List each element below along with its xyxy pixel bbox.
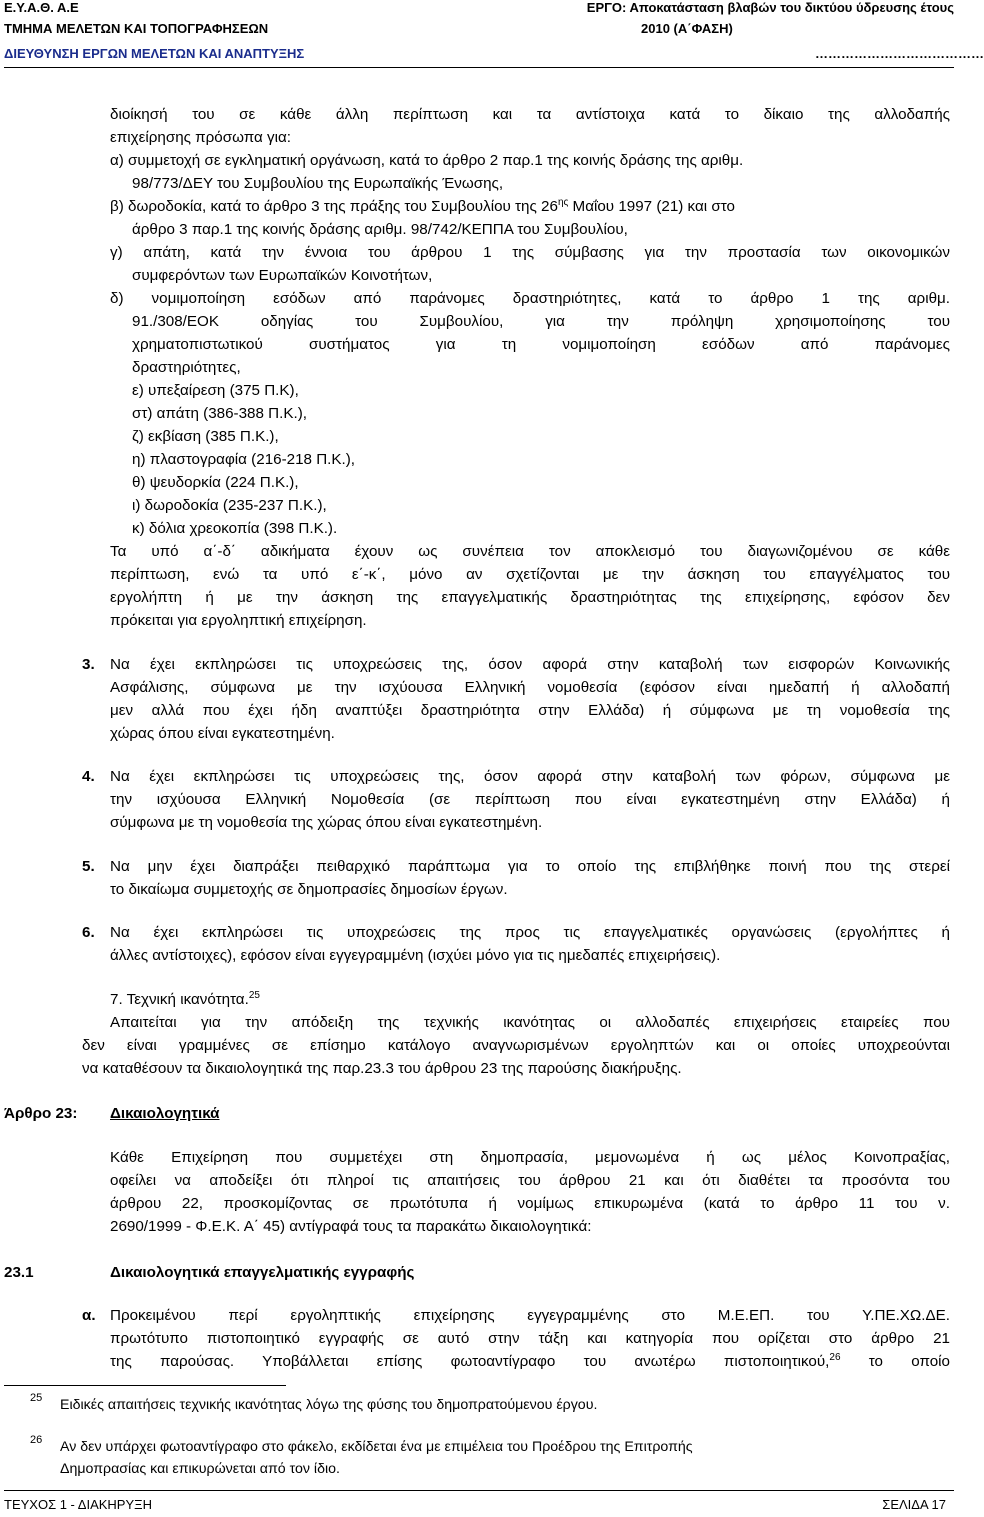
directorate-name: ΔΙΕΥΘΥΝΣΗ ΕΡΓΩΝ ΜΕΛΕΤΩΝ ΚΑΙ ΑΝΑΠΤΥΞΗΣ — [4, 46, 305, 61]
footnote-divider — [4, 1385, 286, 1386]
list-item-st: στ) απάτη (386-388 Π.Κ.), — [132, 405, 307, 422]
list-item-e: ε) υπεξαίρεση (375 Π.Κ), — [132, 382, 299, 399]
project-dots: ………………………………… — [815, 46, 984, 61]
footer-volume: ΤΕΥΧΟΣ 1 - ΔΙΑΚΗΡΥΞΗ — [4, 1497, 152, 1512]
footnote-number: 26 — [30, 1434, 43, 1446]
list-item-i: ι) δωροδοκία (235-237 Π.Κ.), — [132, 497, 327, 514]
list-item-h: η) πλαστογραφία (216-218 Π.Κ.), — [132, 451, 356, 468]
item-line: σύμφωνα με τη νομοθεσία της χώρας όπου είναι εγκατεστημένη. — [110, 814, 543, 831]
item-line: δεν είναι γραμμένες σε επίσημο κατάλογο αναγνωρισμένων εργοληπτών και οι οποίες υποχρεούνται — [82, 1037, 950, 1054]
article-title: Δικαιολογητικά — [110, 1105, 220, 1122]
item-line: να καταθέσουν τα δικαιολογητικά της παρ.23.3 του άρθρου 23 της παρούσης διακήρυξης. — [82, 1060, 682, 1077]
org-name: Ε.Υ.Α.Θ. Α.Ε — [4, 0, 79, 15]
paragraph-line: Τα υπό α΄-δ΄ αδικήματα έχουν ως συνέπεια τον αποκλεισμό του διαγωνιζομένου σε κάθε — [110, 543, 950, 560]
section-line: Προκειμένου περί εργοληπτικής επιχείρησης εγγεγραμμένης στο Μ.Ε.ΕΠ. του Υ.ΠΕ.ΧΩ.ΔΕ. — [110, 1307, 950, 1324]
project-phase: 2010 (Α΄ΦΑΣΗ) — [641, 21, 733, 36]
paragraph-line: πρόκειται για εργοληπτική επιχείρηση. — [110, 612, 367, 629]
header-divider — [4, 67, 954, 68]
list-item-d-cont: δραστηριότητες, — [132, 359, 241, 376]
list-item-k: κ) δόλια χρεοκοπία (398 Π.Κ.). — [132, 520, 338, 537]
list-item-a-cont: 98/773/ΔΕΥ του Συμβουλίου της Ευρωπαϊκής Ένωσης, — [132, 175, 504, 192]
item-line: το δικαίωμα συμμετοχής σε δημοπρασίες δημοσίων έργων. — [110, 881, 508, 898]
item-7-heading: 7. Τεχνική ικανότητα.$^{25}$ — [110, 990, 260, 1008]
project-title: ΕΡΓΟ: Αποκατάσταση βλαβών του δικτύου ύδρευσης έτους — [586, 0, 954, 15]
footnote-text: Αν δεν υπάρχει φωτοαντίγραφο στο φάκελο, εκδίδεται ένα με επιμέλεια του Προέδρου της Επιτροπής — [60, 1439, 693, 1455]
list-item-c: γ) απάτη, κατά την έννοια του άρθρου 1 της σύμβασης για την προστασία των οικονομικών — [110, 244, 950, 261]
footer-divider — [4, 1490, 954, 1491]
list-item-b: β) δωροδοκία, κατά το άρθρο 3 της πράξης του Συμβουλίου της $26^{\eta\varsigma}$ Μαΐου 1997 (21) και στο — [110, 197, 735, 215]
intro-line: διοίκησή του σε κάθε άλλη περίπτωση και τα αντίστοιχα κατά το δίκαιο της αλλοδαπής — [110, 106, 950, 123]
section-number: 23.1 — [4, 1264, 34, 1281]
footnote-number: 25 — [30, 1392, 43, 1404]
intro-line: επιχείρησης πρόσωπα για: — [110, 129, 291, 146]
item-number: 4. — [82, 768, 95, 785]
section-item-label: α. — [82, 1307, 96, 1324]
item-line: Να έχει εκπληρώσει τις υποχρεώσεις της, όσον αφορά στην καταβολή των φόρων, σύμφωνα με — [110, 768, 950, 785]
section-line: της παρούσας. Υποβάλλεται επίσης φωτοαντίγραφο του ανωτέρω πιστοποιητικού,$^{26}$ το οποίο — [110, 1352, 950, 1370]
section-title: Δικαιολογητικά επαγγελματικής εγγραφής — [110, 1264, 415, 1281]
footnote-text: Ειδικές απαιτήσεις τεχνικής ικανότητας λόγω της φύσης του δημοπρατούμενου έργου. — [60, 1397, 598, 1413]
item-number: 5. — [82, 858, 95, 875]
section-line: πρωτότυπο πιστοποιητικό εγγραφής σε αυτό στην τάξη και κατηγορία που ορίζεται στο άρθρο 21 — [110, 1330, 950, 1347]
item-line: Να έχει εκπληρώσει τις υποχρεώσεις της προς τις επαγγελματικές οργανώσεις (εργολήπτες ή — [110, 924, 950, 941]
footnote-text: Δημοπρασίας και επικυρώνεται από τον ίδιο. — [60, 1461, 340, 1477]
list-item-d-cont: χρηματοπιστωτικού συστήματος για τη νομιμοποίηση εσόδων από παράνομες — [132, 336, 950, 353]
item-line: μεν αλλά που έχει ήδη αναπτύξει δραστηριότητα στην Ελλάδα) ή σύμφωνα με τη νομοθεσία της — [110, 702, 950, 719]
item-line: χώρας όπου είναι εγκατεστημένη. — [110, 725, 335, 742]
list-item-b-cont: άρθρο 3 παρ.1 της κοινής δράσης αριθμ. 98/742/ΚΕΠΠΑ του Συμβουλίου, — [132, 221, 628, 238]
item-line: Να μην έχει διαπράξει πειθαρχικό παράπτωμα για το οποίο της επιβλήθηκε ποινή που της στερεί — [110, 858, 950, 875]
item-number: 3. — [82, 656, 95, 673]
item-line: Ασφάλισης, σύμφωνα με την ισχύουσα Ελληνική νομοθεσία (εφόσον είναι ημεδαπή ή αλλοδαπή — [110, 679, 950, 696]
department-name: ΤΜΗΜΑ ΜΕΛΕΤΩΝ ΚΑΙ ΤΟΠΟΓΡΑΦΗΣΕΩΝ — [4, 21, 269, 36]
item-line: Απαιτείται για την απόδειξη της τεχνικής ικανότητας οι αλλοδαπές επιχειρήσεις εταιρείες που — [110, 1014, 950, 1031]
item-line: άλλες αντίστοιχες), εφόσον είναι εγγεγραμμένη (ισχύει μόνο για τις ημεδαπές επιχειρήσεις). — [110, 947, 721, 964]
list-item-d-cont: 91./308/ΕΟΚ οδηγίας του Συμβουλίου, για την πρόληψη χρησιμοποίησης του — [132, 313, 950, 330]
item-line: Να έχει εκπληρώσει τις υποχρεώσεις της, όσον αφορά στην καταβολή των εισφορών Κοινωνικής — [110, 656, 950, 673]
list-item-d: δ) νομιμοποίηση εσόδων από παράνομες δραστηριότητες, κατά το άρθρο 1 της αριθμ. — [110, 290, 950, 307]
list-item-c-cont: συμφερόντων των Ευρωπαϊκών Κοινοτήτων, — [132, 267, 433, 284]
article-line: άρθρου 22, προσκομίζοντας σε πρωτότυπα ή νομίμως επικυρωμένα (κατά το άρθρο 11 του ν. — [110, 1195, 950, 1212]
paragraph-line: περίπτωση, ενώ τα υπό ε΄-κ΄, μόνο αν σχετίζονται με την άσκηση του επαγγέλματος του — [110, 566, 950, 583]
item-number: 6. — [82, 924, 95, 941]
list-item-z: ζ) εκβίαση (385 Π.Κ.), — [132, 428, 279, 445]
page-number: ΣΕΛΙΔΑ 17 — [882, 1497, 946, 1512]
item-line: την ισχύουσα Ελληνική Νομοθεσία (σε περίπτωση που είναι εγκατεστημένη στην Ελλάδα) ή — [110, 791, 950, 808]
paragraph-line: εργολήπτη ή με την άσκηση της επαγγελματικής δραστηριότητας της επιχείρησης, εφόσον δεν — [110, 589, 950, 606]
article-line: 2690/1999 - Φ.Ε.Κ. Α΄ 45) αντίγραφά τους τα παρακάτω δικαιολογητικά: — [110, 1218, 592, 1235]
list-item-a: α) συμμετοχή σε εγκληματική οργάνωση, κατά το άρθρο 2 παρ.1 της κοινής δράσης της αριθμ. — [110, 152, 744, 169]
article-line: οφείλει να αποδείξει ότι πληροί τις απαιτήσεις του άρθρου 21 και ότι διαθέτει τα προσόντα του — [110, 1172, 950, 1189]
list-item-th: θ) ψευδορκία (224 Π.Κ.), — [132, 474, 299, 491]
article-line: Κάθε Επιχείρηση που συμμετέχει στη δημοπρασία, μεμονωμένα ή ως μέλος Κοινοπραξίας, — [110, 1149, 950, 1166]
article-label: Άρθρο 23: — [4, 1105, 78, 1122]
